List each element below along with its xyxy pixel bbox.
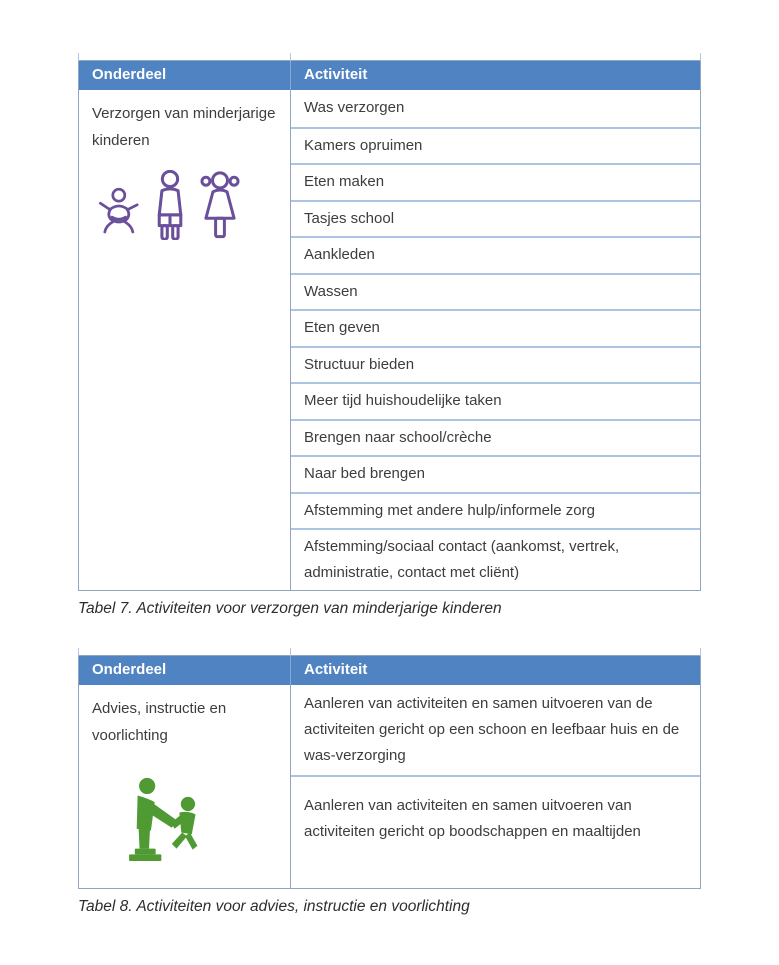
table7 [78, 60, 701, 591]
activity-row: Brengen naar school/crèche [291, 419, 700, 456]
activity-row: Tasjes school [291, 200, 700, 237]
table8-header-onderdeel: Onderdeel [79, 656, 291, 685]
table7-header-activiteit: Activiteit [304, 66, 368, 83]
activity-row: Meer tijd huishoudelijke taken [291, 382, 700, 419]
border-tick [78, 53, 79, 61]
border-tick [700, 648, 701, 656]
instruction-icon-group [112, 775, 276, 880]
table7-onderdeel-label: Verzorgen van minderjarige kinderen [92, 105, 276, 149]
table7-onderdeel-cell [79, 90, 291, 590]
table8-onderdeel-label: Advies, instructie en voorlichting [92, 700, 227, 744]
activity-row: Aanleren van activiteiten en samen uitvoeren van de activiteiten gericht op een schoon en leefbaar huis en de was-verzorging [304, 695, 680, 764]
table8-header-activiteit: Activiteit [304, 661, 368, 678]
activity-row: Afstemming/sociaal contact (aankomst, vertrek, administratie, contact met cliënt) [291, 528, 700, 590]
activity-row: Eten maken [291, 163, 700, 200]
boy-icon [150, 170, 190, 240]
activity-row: Aanleren van activiteiten en samen uitvoeren van activiteiten gericht op boodschappen en maaltijden [291, 775, 700, 860]
table8-header-row [79, 656, 700, 685]
activity-row: Afstemming met andere hulp/informele zorg [291, 492, 700, 529]
border-tick [700, 53, 701, 61]
table7-header-onderdeel: Onderdeel [79, 61, 291, 90]
table7-body [79, 90, 700, 590]
activity-row: Aankleden [291, 236, 700, 273]
activity-row: Was verzorgen [304, 99, 405, 117]
table7-activity-list [291, 90, 700, 590]
table8 [78, 655, 701, 889]
activity-row: Structuur bieden [291, 346, 700, 383]
instruction-helping-hand-icon [112, 775, 224, 871]
table8-activity-list [291, 685, 700, 888]
document-page [0, 60, 779, 965]
table8-caption: Tabel 8. Activiteiten voor advies, instructie en voorlichting [78, 898, 470, 915]
children-icon-group [94, 170, 276, 240]
girl-icon [198, 170, 242, 240]
table7-caption: Tabel 7. Activiteiten voor verzorgen van minderjarige kinderen [78, 600, 502, 617]
activity-row: Naar bed brengen [291, 455, 700, 492]
border-tick [290, 648, 291, 656]
table8-body [79, 685, 700, 888]
border-tick [78, 648, 79, 656]
activity-row: Eten geven [291, 309, 700, 346]
table7-header-row [79, 61, 700, 90]
baby-icon [94, 184, 142, 240]
border-tick [290, 53, 291, 61]
activity-row: Kamers opruimen [291, 127, 700, 164]
table8-onderdeel-cell [79, 685, 291, 888]
activity-row: Wassen [291, 273, 700, 310]
